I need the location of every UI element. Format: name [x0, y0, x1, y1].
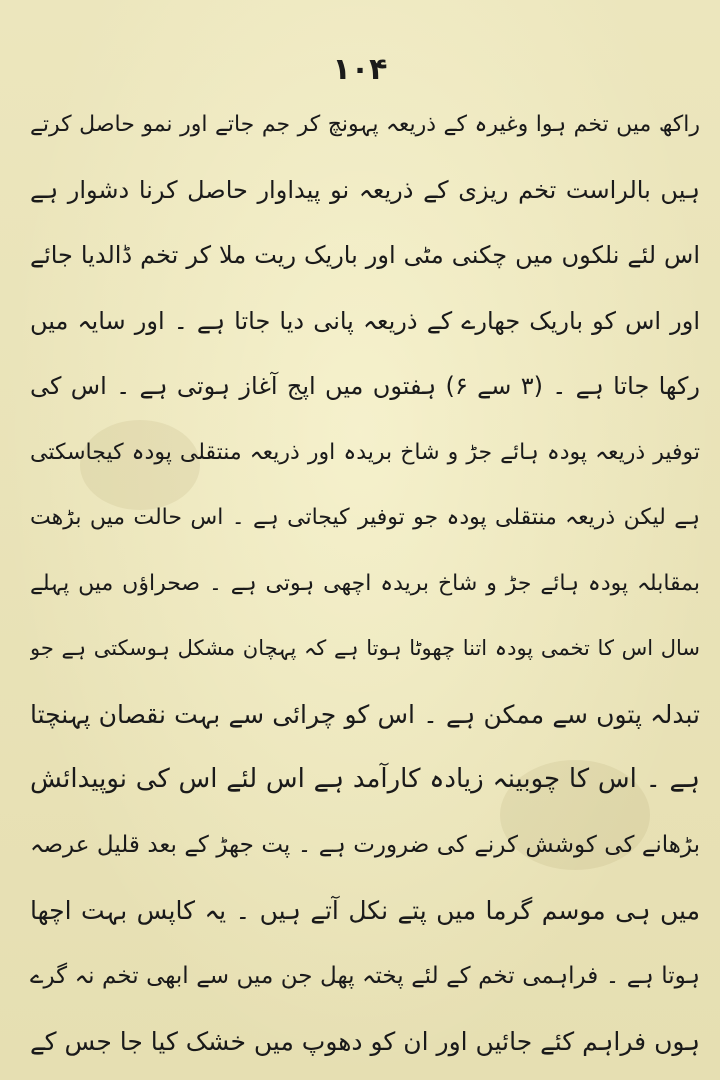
text-line: راکھ میں تخم ہوا وغیرہ کے ذریعہ پہونچ کر جم جاتے اور نمو حاصل کرتے — [30, 112, 700, 137]
text-line: بمقابلہ پودہ ہائے جڑ و شاخ بریدہ اچھی ہوتی ہے ۔ صحراؤں میں پہلے — [30, 570, 700, 596]
page-number: ۱۰۴ — [332, 52, 388, 87]
text-line: ہے لیکن ذریعہ منتقلی پودہ جو توفیر کیجاتی ہے ۔ اس حالت میں بڑھت — [30, 505, 700, 530]
text-line: میں ہی موسم گرما میں پتے نکل آتے ہیں ۔ یہ کاپس بہت اچھا — [30, 896, 700, 925]
text-line: تبدلہ پتوں سے ممکن ہے ۔ اس کو چرائی سے بہت نقصان پہنچتا — [30, 699, 700, 729]
text-line: توفیر ذریعہ پودہ ہائے جڑ و شاخ بریدہ اور ذریعہ منتقلی پودہ کیجاسکتی — [30, 439, 700, 465]
text-line: بڑھانے کی کوشش کرنے کی ضرورت ہے ۔ پت جھڑ کے بعد قلیل عرصہ — [30, 831, 700, 858]
text-line: ہے ۔ اس کا چوبینہ زیادہ کارآمد ہے اس لئے اس کی نوپیدائش — [30, 764, 700, 794]
urdu-text-block — [30, 92, 700, 1075]
text-line: ہوتا ہے ۔ فراہمی تخم کے لئے پختہ پھل جن میں سے ابھی تخم نہ گرے — [30, 962, 700, 989]
text-line: ہیں بالراست تخم ریزی کے ذریعہ نو پیداوار حاصل کرنا دشوار ہے — [30, 175, 700, 204]
text-line: اس لئے نلکوں میں چکنی مٹی اور باریک ریت ملا کر تخم ڈالدیا جائے — [30, 241, 700, 269]
text-line: سال اس کا تخمی پودہ اتنا چھوٹا ہوتا ہے کہ پہچان مشکل ہوسکتی ہے جو — [30, 636, 700, 660]
text-line: رکھا جاتا ہے ۔ (۳ سے ۶) ہفتوں میں اپج آغاز ہوتی ہے ۔ اس کی — [30, 372, 700, 400]
text-line: اور اس کو باریک جھارے کے ذریعہ پانی دیا جاتا ہے ۔ اور سایہ میں — [30, 306, 700, 335]
text-line: ہوں فراہم کئے جائیں اور ان کو دھوپ میں خشک کیا جا جس کے — [30, 1027, 700, 1056]
